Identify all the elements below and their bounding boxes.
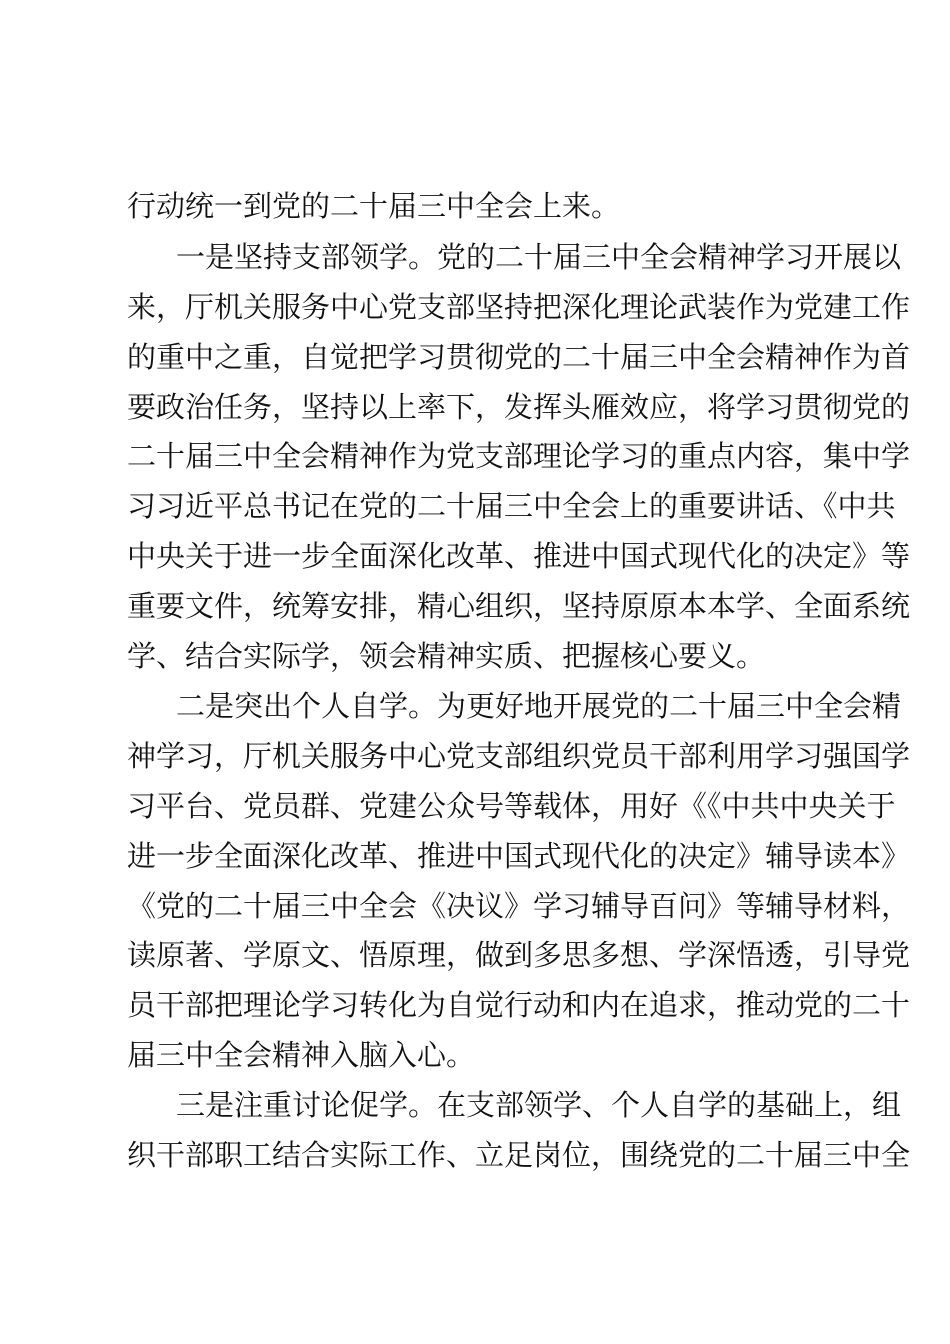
text-line-20: 织干部职工结合实际工作、立足岗位，围绕党的二十届三中全 <box>127 1138 911 1172</box>
paragraph-1-start: 一是坚持支部领学。党的二十届三中全会精神学习开展以 <box>176 240 902 274</box>
text-line-18: 届三中全会精神入脑入心。 <box>127 1038 476 1072</box>
paragraph-2-start: 二是突出个人自学。为更好地开展党的二十届三中全会精 <box>176 689 902 723</box>
text-line-05: 要政治任务，坚持以上率下，发挥头雁效应，将学习贯彻党的 <box>127 390 911 424</box>
text-line-01: 行动统一到党的二十届三中全会上来。 <box>127 189 621 223</box>
paragraph-3-start: 三是注重讨论促学。在支部领学、个人自学的基础上，组 <box>176 1088 902 1122</box>
text-line-09: 重要文件，统筹安排，精心组织，坚持原原本本学、全面系统 <box>127 589 911 623</box>
text-line-16: 读原著、学原文、悟原理，做到多思多想、学深悟透，引导党 <box>127 938 911 972</box>
text-line-17: 员干部把理论学习转化为自觉行动和内在追求，推动党的二十 <box>127 988 911 1022</box>
text-line-03: 来，厅机关服务中心党支部坚持把深化理论武装作为党建工作 <box>127 290 911 324</box>
text-line-12: 神学习，厅机关服务中心党支部组织党员干部利用学习强国学 <box>127 739 911 773</box>
text-line-08: 中央关于进一步全面深化改革、推进中国式现代化的决定》等 <box>127 539 911 573</box>
text-line-07: 习习近平总书记在党的二十届三中全会上的重要讲话、《中共 <box>127 489 896 523</box>
text-line-10: 学、结合实际学，领会精神实质、把握核心要义。 <box>127 639 766 673</box>
text-line-15: 《党的二十届三中全会《决议》学习辅导百问》等辅导材料， <box>127 889 911 923</box>
text-line-13: 习平台、党员群、党建公众号等载体，用好《《中共中央关于 <box>127 789 896 823</box>
text-line-04: 的重中之重，自觉把学习贯彻党的二十届三中全会精神作为首 <box>127 340 911 374</box>
text-line-14: 进一步全面深化改革、推进中国式现代化的决定》辅导读本》 <box>127 839 911 873</box>
text-line-06: 二十届三中全会精神作为党支部理论学习的重点内容，集中学 <box>127 439 911 473</box>
